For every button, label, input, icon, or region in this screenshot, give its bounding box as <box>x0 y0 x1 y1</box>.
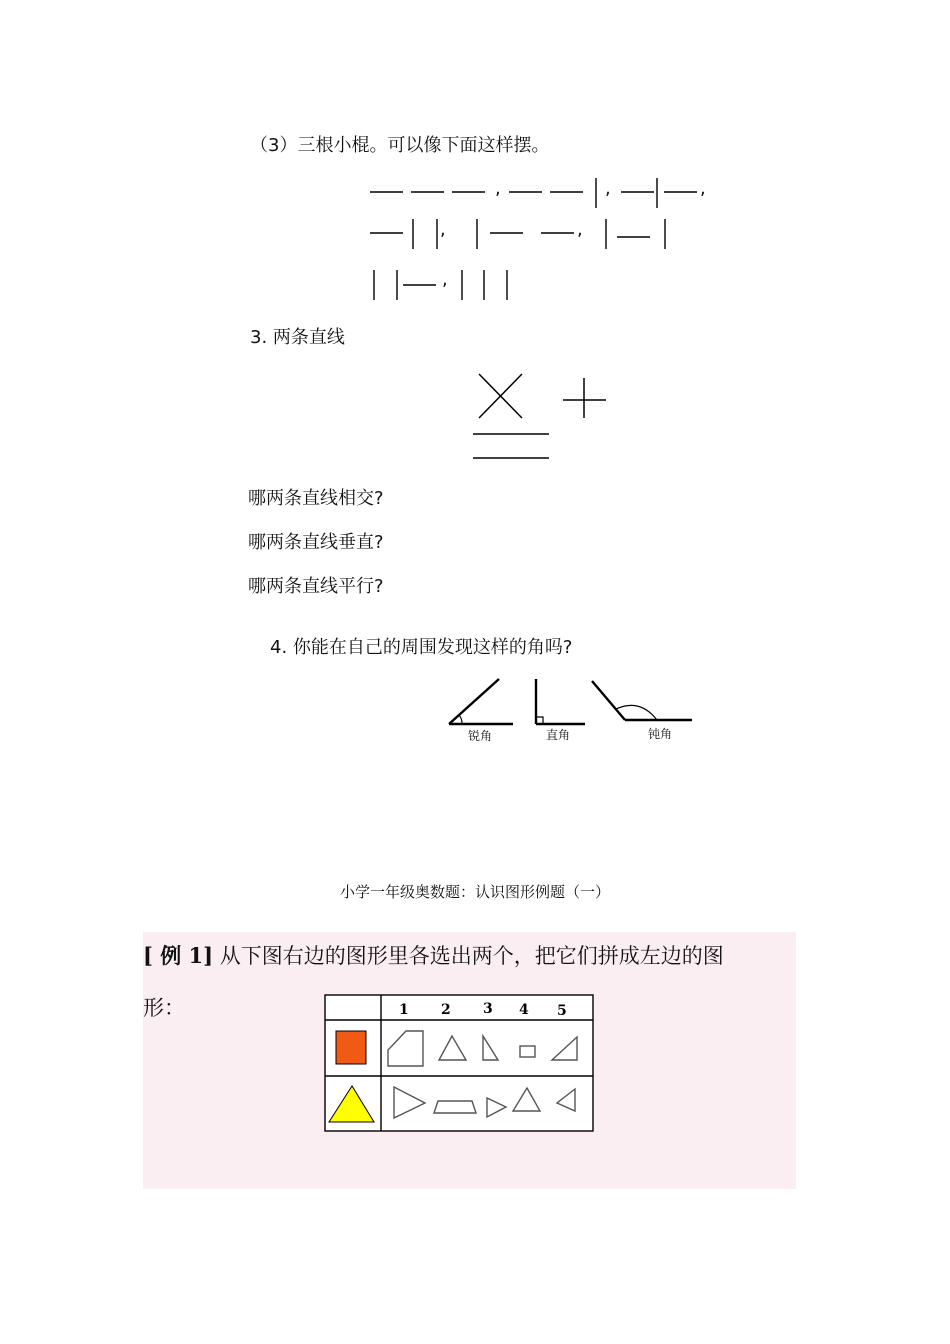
subtitle: 小学一年级奥数题：认识图形例题（一） <box>339 883 610 901</box>
question-parallel: 哪两条直线平行? <box>248 576 384 597</box>
column-number: 4 <box>519 1002 529 1018</box>
example-text-cont: 形： <box>143 996 185 1020</box>
example-heading <box>143 940 724 970</box>
two-lines-figures <box>470 370 610 465</box>
target-square <box>336 1031 366 1064</box>
stick-comma: , <box>577 219 583 240</box>
acute-angle-label: 锐角 <box>468 729 493 743</box>
example-panel <box>143 932 796 1189</box>
question-perpendicular: 哪两条直线垂直? <box>248 532 384 553</box>
stick-comma: , <box>700 178 706 199</box>
section-3-title: 3. 两条直线 <box>250 327 345 348</box>
stick-arrangements <box>365 175 725 305</box>
stick-comma: , <box>495 178 501 199</box>
stick-comma: , <box>440 219 446 240</box>
shapes-table <box>324 994 596 1134</box>
stick-comma: , <box>442 269 448 290</box>
obtuse-angle-label: 钝角 <box>648 727 673 741</box>
right-angle-label: 直角 <box>546 728 571 742</box>
acute-angle-side <box>449 679 499 724</box>
column-number: 5 <box>557 1003 567 1019</box>
section-4-title: 4. 你能在自己的周围发现这样的角吗? <box>270 637 573 658</box>
obtuse-angle-side <box>592 681 625 720</box>
question-intersect: 哪两条直线相交? <box>248 488 384 509</box>
column-number: 1 <box>399 1002 409 1018</box>
column-number: 3 <box>483 1001 493 1017</box>
stick-comma: , <box>605 178 611 199</box>
example-label: [ 例 1] <box>143 943 214 968</box>
sticks-heading: （3）三根小棍。可以像下面这样摆。 <box>250 135 550 156</box>
example-text: 从下图右边的图形里各选出两个，把它们拼成左边的图 <box>219 944 724 968</box>
column-number: 2 <box>441 1002 451 1018</box>
acute-angle-arc <box>459 715 462 724</box>
